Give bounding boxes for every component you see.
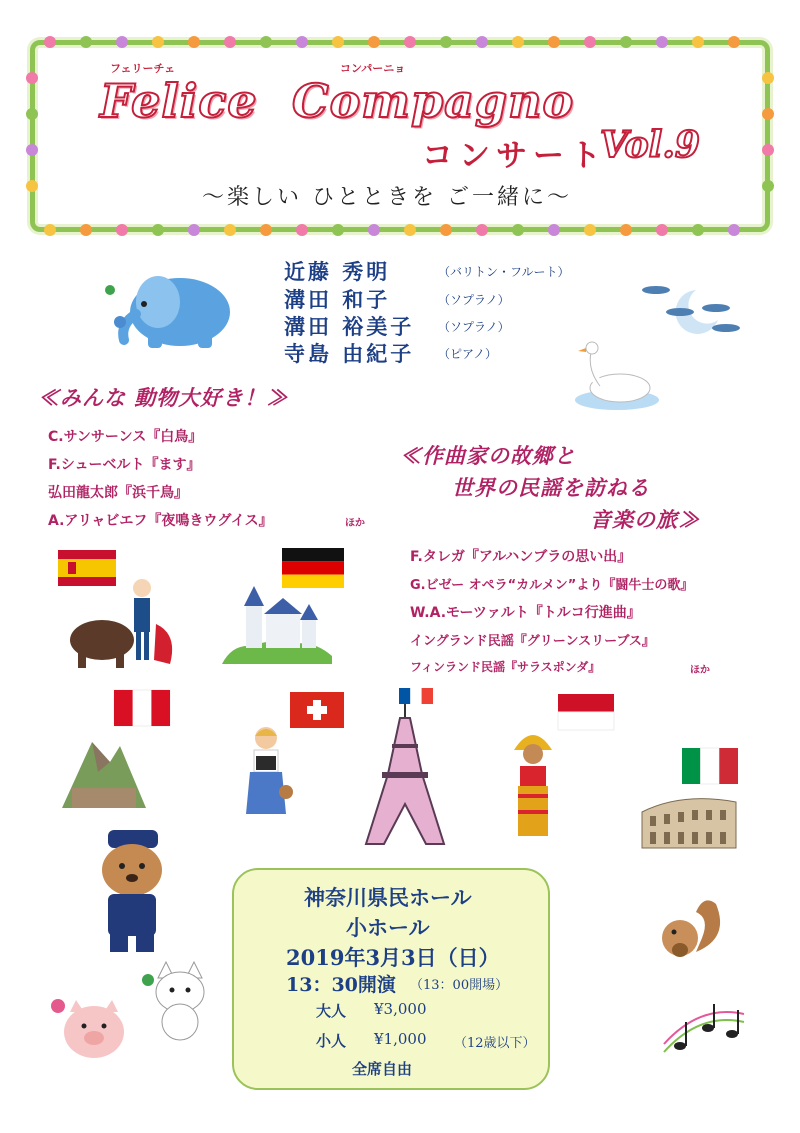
border-flower [368, 36, 380, 48]
border-flower [548, 224, 560, 236]
program-item: フィンランド民謡『サラスポンダ』 [410, 660, 601, 674]
start-time: 13：30開演 [286, 974, 396, 996]
venue-room: 小ホール [346, 915, 430, 940]
border-flower [188, 36, 200, 48]
border-flower [296, 36, 308, 48]
border-flower [584, 224, 596, 236]
eiffel-tower-illustration [360, 704, 450, 844]
performer-name: 溝田 和子 [284, 287, 391, 312]
performer-name: 近藤 秀明 [284, 259, 391, 284]
border-flower [476, 36, 488, 48]
border-flower [656, 224, 668, 236]
performer-row [284, 311, 414, 341]
border-flower [762, 108, 774, 120]
adult-price: ¥3,000 [374, 1000, 427, 1018]
border-flower [762, 144, 774, 156]
border-flower [656, 36, 668, 48]
elephant-illustration [98, 262, 238, 352]
program-item: 弘田龍太郎『浜千鳥』 [48, 485, 188, 501]
switzerland-flag-illustration [290, 692, 344, 728]
child-note: （12歳以下） [454, 1036, 536, 1051]
border-flower [332, 36, 344, 48]
border-flower [152, 36, 164, 48]
program-heading-line: 音楽の旅≫ [590, 507, 700, 532]
program-etc: ほか [345, 518, 365, 529]
border-flower [512, 224, 524, 236]
header-frame [30, 40, 770, 232]
concert-label: コンサート [422, 138, 607, 174]
performer-name: 寺島 由紀子 [284, 341, 415, 366]
border-flower [80, 224, 92, 236]
performer-role: （ピアノ） [438, 347, 498, 361]
performer-row [284, 338, 414, 368]
border-flower [548, 36, 560, 48]
border-flower [44, 224, 56, 236]
music-notes-illustration [660, 994, 746, 1060]
swiss-girl-illustration [240, 726, 296, 836]
matador-illustration [66, 574, 196, 670]
seating-note: 全席自由 [352, 1060, 413, 1078]
doors-open: （13：00開場） [410, 978, 509, 993]
program-heading-line: ≪作曲家の故郷と [400, 443, 576, 468]
program-item: W.A.モーツァルト『トルコ行進曲』 [410, 605, 641, 621]
border-flower [188, 224, 200, 236]
concert-date: 2019年3月3日（日） [286, 945, 500, 970]
title-felice: Felice [100, 74, 258, 128]
border-flower [332, 224, 344, 236]
venue-info-box [232, 868, 550, 1090]
border-flower [26, 108, 38, 120]
border-flower [26, 144, 38, 156]
border-flower [26, 180, 38, 192]
border-flower [116, 36, 128, 48]
dancer-illustration [506, 728, 560, 840]
program-heading: ≪みんな 動物大好き！≫ [38, 385, 289, 410]
border-flower [584, 36, 596, 48]
border-flower [224, 36, 236, 48]
border-flower [224, 224, 236, 236]
squirrel-illustration [650, 898, 726, 962]
border-flower [440, 224, 452, 236]
border-flower [260, 224, 272, 236]
volume-label: Vol.9 [600, 124, 700, 166]
compagno-kana: コンパーニョ [340, 62, 406, 75]
border-flower [620, 224, 632, 236]
border-flower [728, 224, 740, 236]
border-flower [296, 224, 308, 236]
police-dog-illustration [94, 830, 178, 954]
child-label: 小人 [316, 1032, 347, 1050]
border-flower [26, 72, 38, 84]
castle-illustration [222, 580, 332, 664]
border-flower [728, 36, 740, 48]
border-flower [762, 180, 774, 192]
border-flower [404, 224, 416, 236]
border-flower [692, 36, 704, 48]
program-item: イングランド民謡『グリーンスリーブス』 [410, 634, 655, 649]
performer-row [284, 284, 390, 314]
program-item: F.シューベルト『ます』 [48, 457, 201, 473]
border-flower [116, 224, 128, 236]
red-white-flag-illustration [558, 694, 614, 730]
title-compagno: Compagno [292, 74, 575, 128]
performer-role: （バリトン・フルート） [438, 265, 570, 279]
machu-picchu-illustration [62, 732, 146, 808]
program-etc: ほか [690, 665, 710, 676]
venue-hall: 神奈川県民ホール [304, 885, 472, 910]
child-price: ¥1,000 [374, 1030, 427, 1048]
program-item: G.ビゼー オペラ“カルメン”より『闘牛士の歌』 [410, 578, 694, 593]
colosseum-illustration [642, 792, 736, 848]
border-flower [44, 36, 56, 48]
performer-role: （ソプラノ） [438, 320, 510, 334]
swan-illustration [572, 338, 662, 412]
border-flower [762, 72, 774, 84]
performer-name: 溝田 裕美子 [284, 314, 415, 339]
border-flower [368, 224, 380, 236]
border-flower [476, 224, 488, 236]
program-heading-line: 世界の民謡を訪ねる [452, 475, 650, 500]
felice-kana: フェリーチェ [110, 62, 176, 75]
program-item: A.アリャビエフ『夜鳴きウグイス』 [48, 513, 273, 529]
border-flower [512, 36, 524, 48]
program-item: F.タレガ『アルハンブラの思い出』 [410, 549, 632, 565]
border-flower [440, 36, 452, 48]
border-flower [404, 36, 416, 48]
subtitle: ～楽しい ひとときを ご一緒に～ [202, 185, 572, 210]
border-flower [692, 224, 704, 236]
italy-flag-illustration [682, 748, 738, 784]
france-flag-illustration [399, 688, 433, 704]
fish-moon-illustration [636, 280, 746, 340]
program-item: C.サンサーンス『白鳥』 [48, 429, 203, 445]
cat-illustration [140, 962, 220, 1042]
adult-label: 大人 [316, 1002, 347, 1020]
border-flower [152, 224, 164, 236]
border-flower [620, 36, 632, 48]
performer-role: （ソプラノ） [438, 293, 510, 307]
peru-flag-illustration [114, 690, 170, 726]
performer-row [284, 256, 390, 286]
border-flower [80, 36, 92, 48]
border-flower [260, 36, 272, 48]
pig-illustration [48, 998, 130, 1062]
